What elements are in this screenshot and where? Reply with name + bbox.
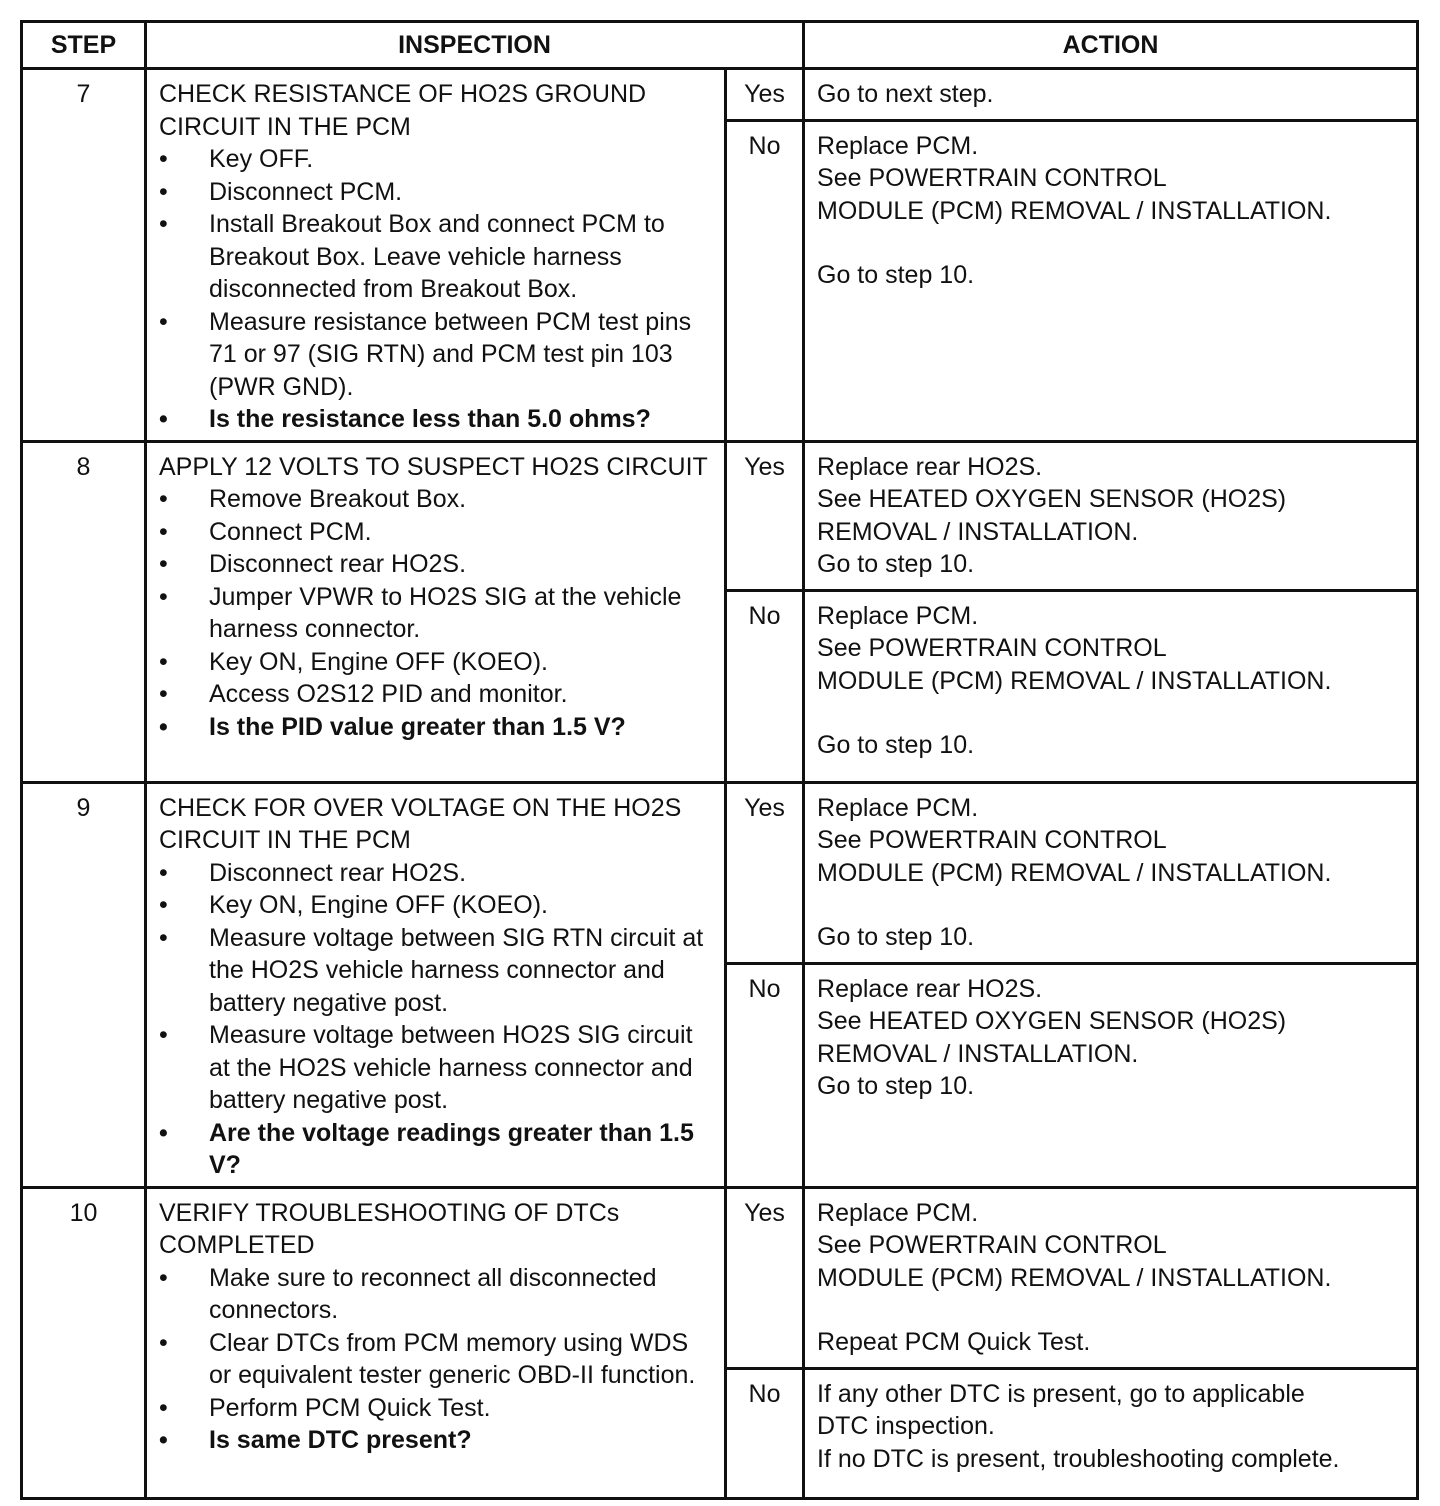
action-line: Replace PCM. (817, 131, 979, 160)
header-row (22, 22, 1418, 69)
step-number: 9 (22, 782, 146, 1187)
inspection-bullet: • Jumper VPWR to HO2S SIG at the vehicle harness connector. (159, 581, 716, 646)
no-label: No (726, 963, 804, 1187)
inspection-question: • Are the voltage readings greater than 1.5 V? (159, 1117, 716, 1182)
action-line: Go to step 10. (817, 923, 975, 951)
no-action (804, 120, 1418, 441)
inspection-bullet: • Disconnect rear HO2S. (159, 548, 716, 581)
inspection-bullet: • Key ON, Engine OFF (KOEO). (159, 889, 716, 922)
action-line: REMOVAL / INSTALLATION. (817, 517, 1139, 546)
step-number: 8 (22, 441, 146, 782)
spacer (817, 1294, 1408, 1326)
inspection-bullet: • Disconnect rear HO2S. (159, 857, 716, 890)
step-row-yes (22, 1187, 1418, 1368)
inspection-bullet: • Key ON, Engine OFF (KOEO). (159, 646, 716, 679)
inspection-cell (146, 782, 726, 1187)
action-line: REMOVAL / INSTALLATION. (817, 1039, 1139, 1068)
yes-action (804, 1187, 1418, 1368)
inspection-bullet: • Clear DTCs from PCM memory using WDS or equivalent tester generic OBD-II function. (159, 1327, 716, 1392)
action-line: Go to step 10. (817, 550, 975, 578)
yes-label: Yes (726, 441, 804, 590)
action-line: See POWERTRAIN CONTROL (817, 1231, 1167, 1259)
action-line: Replace PCM. (817, 601, 979, 630)
inspection-heading: CHECK FOR OVER VOLTAGE ON THE HO2S CIRCUIT IN THE PCM (159, 793, 682, 854)
inspection-cell (146, 441, 726, 782)
inspection-bullets (159, 1262, 716, 1457)
yes-action (804, 782, 1418, 963)
inspection-bullet: • Measure voltage between HO2S SIG circuit at the HO2S vehicle harness connector and battery negative post. (159, 1019, 716, 1117)
inspection-bullet: • Install Breakout Box and connect PCM to Breakout Box. Leave vehicle harness disconnected from Breakout Box. (159, 208, 716, 306)
header-step: STEP (22, 22, 146, 69)
no-action (804, 963, 1418, 1187)
spacer (817, 889, 1408, 921)
yes-label: Yes (726, 69, 804, 121)
step-number: 10 (22, 1187, 146, 1498)
action-line: MODULE (PCM) REMOVAL / INSTALLATION. (817, 196, 1332, 225)
action-line: Replace PCM. (817, 1198, 979, 1227)
action-line: MODULE (PCM) REMOVAL / INSTALLATION. (817, 1263, 1332, 1292)
action-line: Go to step 10. (817, 261, 975, 290)
troubleshooting-table (20, 20, 1419, 1500)
no-action (804, 1368, 1418, 1498)
yes-action (804, 441, 1418, 590)
step-row-yes (22, 69, 1418, 121)
inspection-bullet: • Make sure to reconnect all disconnected connectors. (159, 1262, 716, 1327)
step-row-yes (22, 782, 1418, 963)
no-label: No (726, 590, 804, 782)
action-line: See HEATED OXYGEN SENSOR (HO2S) (817, 1007, 1287, 1035)
inspection-bullets (159, 857, 716, 1182)
step-row-yes (22, 441, 1418, 590)
action-line: See POWERTRAIN CONTROL (817, 164, 1167, 193)
yes-action (804, 69, 1418, 121)
inspection-bullet: • Connect PCM. (159, 516, 716, 549)
action-line: Replace rear HO2S. (817, 452, 1043, 481)
action-line: Go to step 10. (817, 1072, 975, 1100)
inspection-question: • Is same DTC present? (159, 1424, 716, 1457)
header-inspection: INSPECTION (146, 22, 804, 69)
inspection-bullets (159, 143, 716, 436)
action-line: Repeat PCM Quick Test. (817, 1328, 1091, 1356)
inspection-bullet: • Perform PCM Quick Test. (159, 1392, 716, 1425)
action-line: MODULE (PCM) REMOVAL / INSTALLATION. (817, 666, 1332, 695)
inspection-heading: VERIFY TROUBLESHOOTING OF DTCs COMPLETED (159, 1198, 620, 1259)
no-label: No (726, 120, 804, 441)
action-line: See POWERTRAIN CONTROL (817, 826, 1167, 854)
inspection-cell (146, 69, 726, 442)
action-line: See POWERTRAIN CONTROL (817, 634, 1167, 662)
inspection-bullet: • Measure resistance between PCM test pins 71 or 97 (SIG RTN) and PCM test pin 103 (PWR GND). (159, 306, 716, 404)
inspection-bullet: • Key OFF. (159, 143, 716, 176)
inspection-question: • Is the PID value greater than 1.5 V? (159, 711, 716, 744)
action-line: If no DTC is present, troubleshooting complete. (817, 1444, 1340, 1473)
yes-label: Yes (726, 1187, 804, 1368)
inspection-bullet: • Disconnect PCM. (159, 176, 716, 209)
inspection-heading: APPLY 12 VOLTS TO SUSPECT HO2S CIRCUIT (159, 452, 708, 481)
inspection-bullet: • Measure voltage between SIG RTN circuit at the HO2S vehicle harness connector and battery negative post. (159, 922, 716, 1020)
action-line: If any other DTC is present, go to applicable (817, 1379, 1305, 1408)
action-line: Replace rear HO2S. (817, 974, 1043, 1003)
action-line: See HEATED OXYGEN SENSOR (HO2S) (817, 485, 1287, 513)
spacer (817, 697, 1408, 729)
no-label: No (726, 1368, 804, 1498)
no-action (804, 590, 1418, 782)
action-line: DTC inspection. (817, 1412, 995, 1440)
inspection-bullet: • Access O2S12 PID and monitor. (159, 678, 716, 711)
action-line: Go to next step. (817, 80, 994, 108)
header-action: ACTION (804, 22, 1418, 69)
inspection-heading: CHECK RESISTANCE OF HO2S GROUND CIRCUIT IN THE PCM (159, 80, 647, 141)
yes-label: Yes (726, 782, 804, 963)
action-line: Replace PCM. (817, 793, 979, 822)
spacer (817, 227, 1408, 259)
step-number: 7 (22, 69, 146, 442)
inspection-cell (146, 1187, 726, 1498)
inspection-bullets (159, 483, 716, 743)
inspection-bullet: • Remove Breakout Box. (159, 483, 716, 516)
action-line: MODULE (PCM) REMOVAL / INSTALLATION. (817, 858, 1332, 887)
inspection-question: • Is the resistance less than 5.0 ohms? (159, 403, 716, 436)
action-line: Go to step 10. (817, 731, 975, 759)
